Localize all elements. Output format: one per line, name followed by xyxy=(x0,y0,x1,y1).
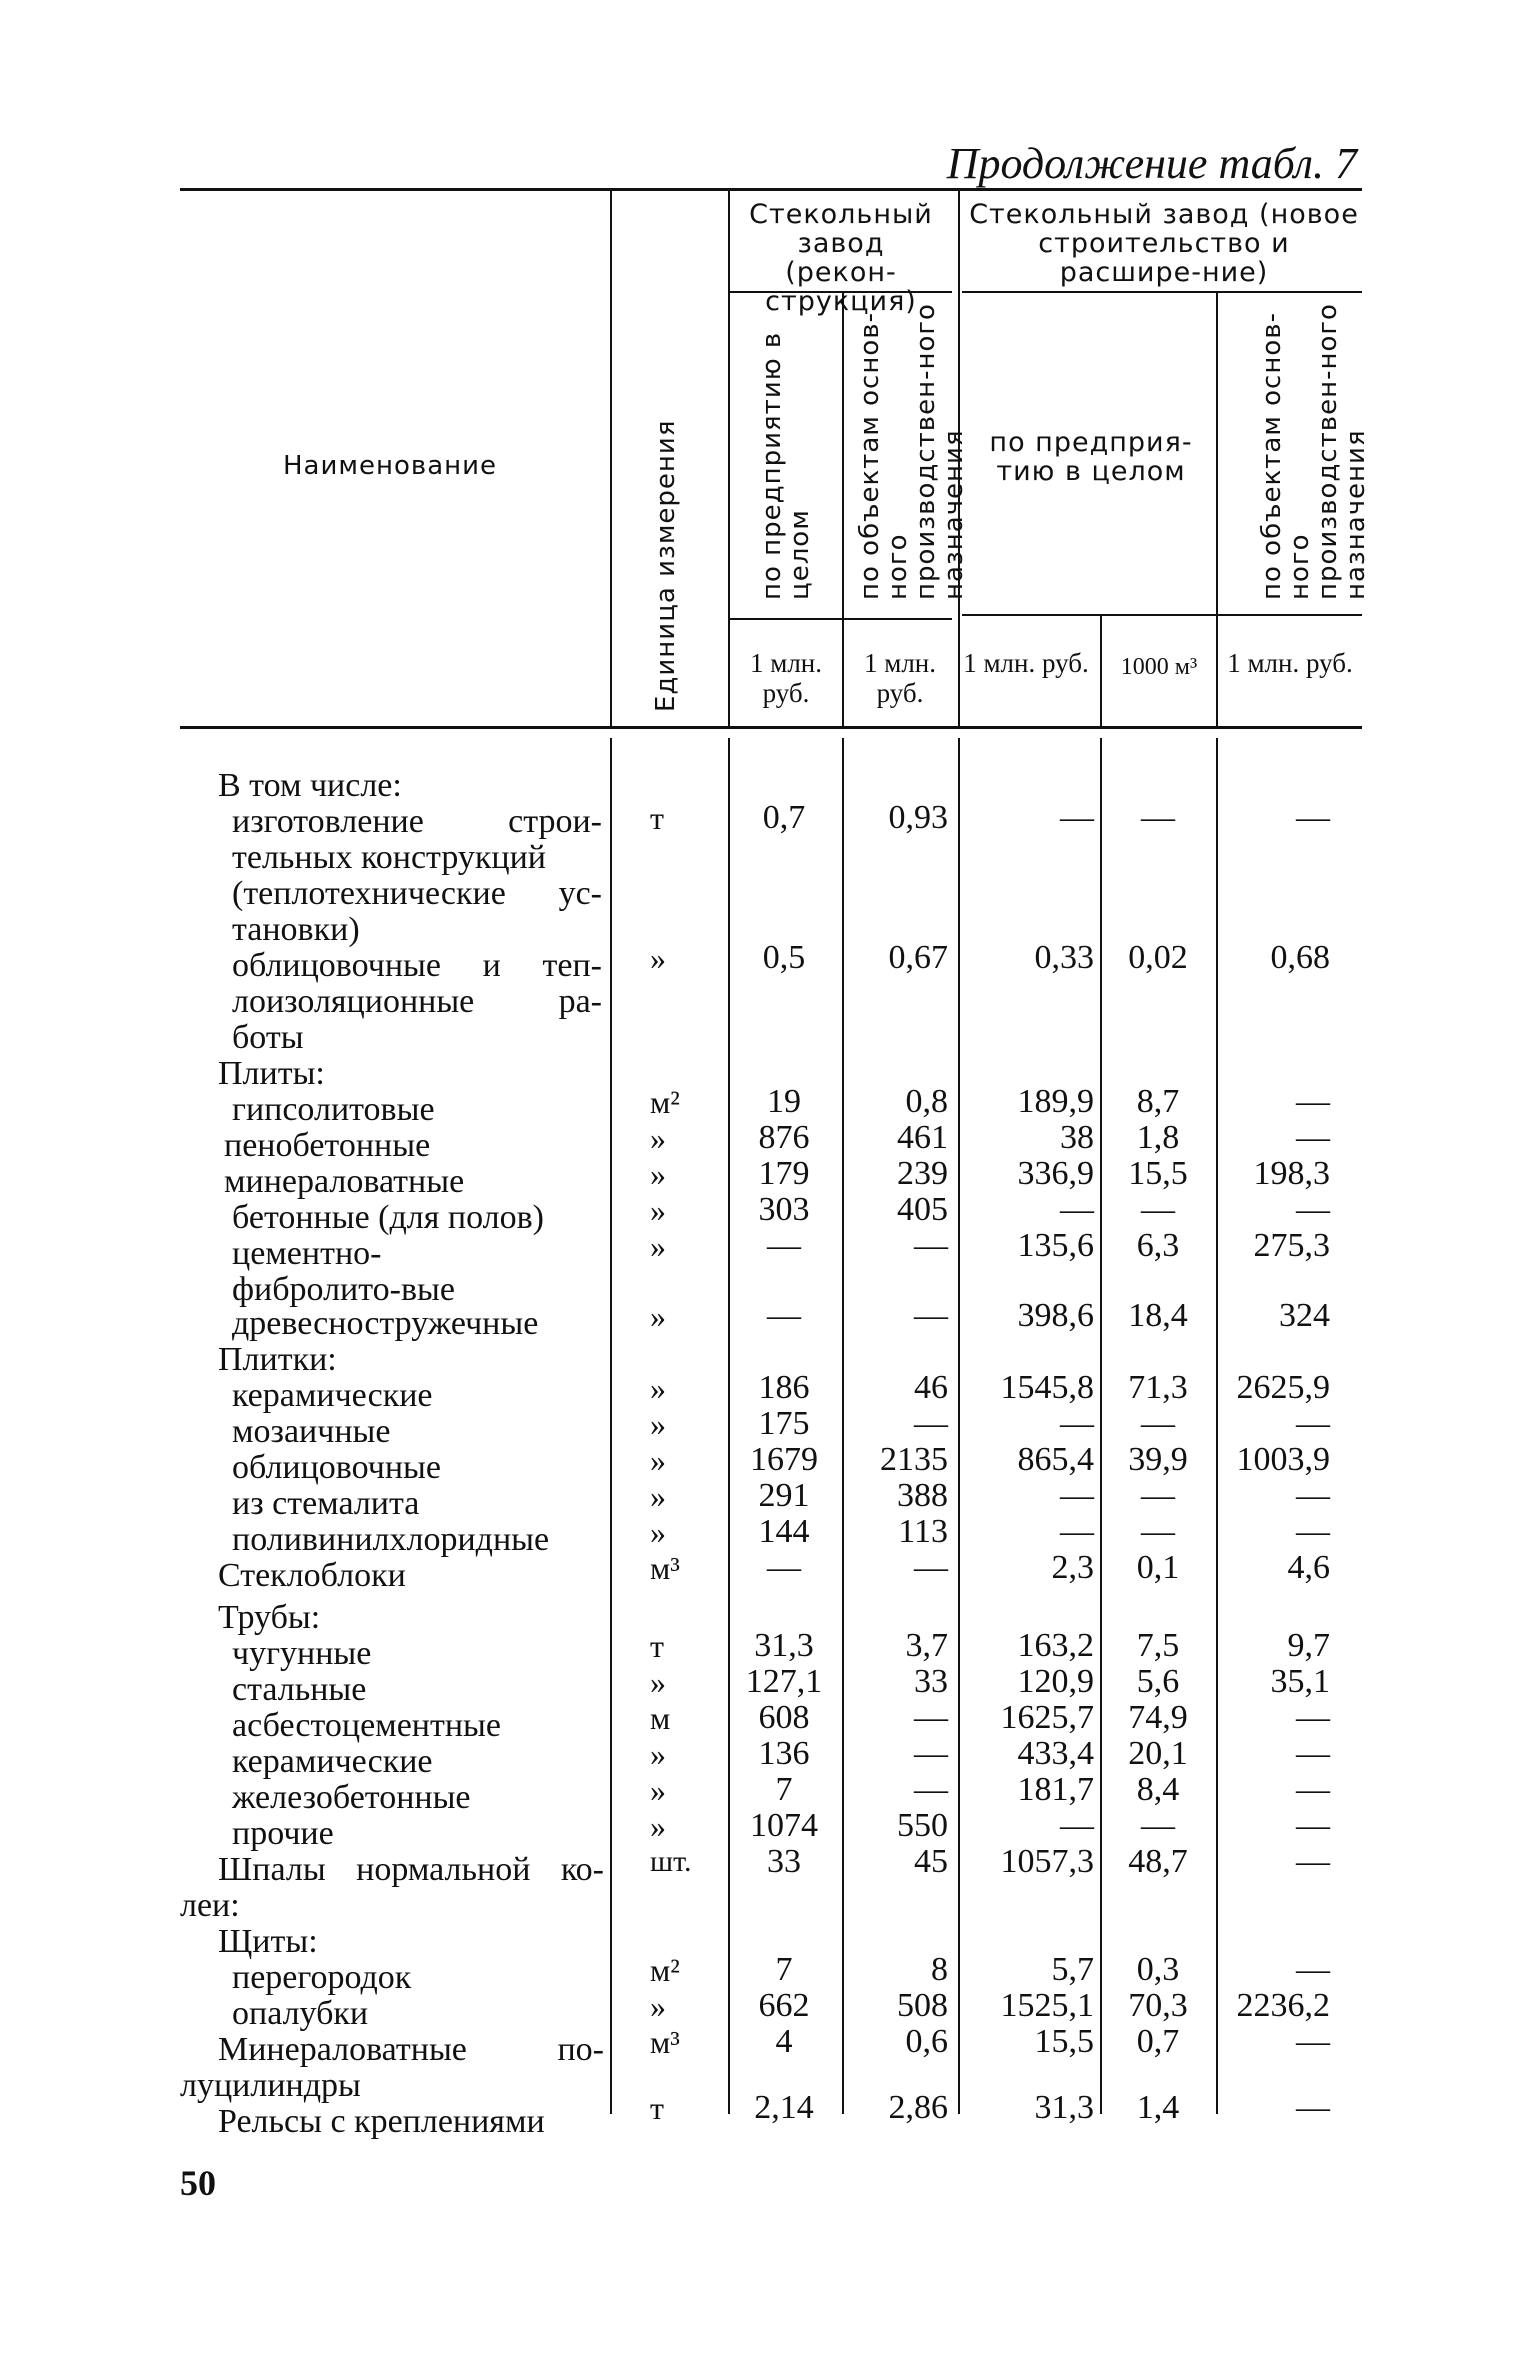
row-value-col5: — xyxy=(1296,1699,1330,1736)
row-unit: м³ xyxy=(650,2024,680,2060)
row-value-col1: 144 xyxy=(758,1513,810,1550)
row-value-col4: 48,7 xyxy=(1128,1843,1188,1880)
row-value-col2: 33 xyxy=(914,1663,948,1700)
header-vline-5 xyxy=(1100,616,1102,726)
row-value-col1: 186 xyxy=(758,1369,810,1406)
row-unit: » xyxy=(650,1808,666,1844)
row-value-col3: 120,9 xyxy=(1017,1663,1094,1700)
row-value-col4: 39,9 xyxy=(1128,1441,1188,1478)
row-name-line: опалубки xyxy=(232,1995,369,2032)
row-value-col3: — xyxy=(1060,799,1094,836)
header-group1: Стекольный завод (рекон-струкция) xyxy=(749,199,933,317)
row-unit: » xyxy=(650,1370,666,1406)
row-value-col5: — xyxy=(1296,2023,1330,2060)
row-value-col2: — xyxy=(914,1405,948,1442)
row-value-col4: — xyxy=(1141,1405,1175,1442)
row-value-col3: — xyxy=(1060,1807,1094,1844)
row-value-col5: 9,7 xyxy=(1287,1627,1330,1664)
row-value-col3: — xyxy=(1060,1191,1094,1228)
row-value-col2: — xyxy=(914,1297,948,1334)
row-value-col1: 876 xyxy=(758,1119,810,1156)
row-unit: шт. xyxy=(650,1845,692,1878)
row-value-col3: — xyxy=(1060,1513,1094,1550)
row-value-col2: — xyxy=(914,1227,948,1264)
header-bottom-rule xyxy=(180,726,1362,729)
row-value-col2: 3,7 xyxy=(905,1627,948,1664)
row-value-col4: 8,7 xyxy=(1136,1083,1180,1120)
row-value-col5: — xyxy=(1296,2089,1330,2126)
header-group2: Стекольный завод (новое строительство и расшире-ние) xyxy=(969,199,1359,288)
row-value-col1: 0,7 xyxy=(762,799,806,836)
row-value-col3: 1625,7 xyxy=(1000,1699,1094,1736)
unit-header-1: 1 млн. руб. xyxy=(749,648,822,708)
row-name-line: фибролито-вые xyxy=(232,1271,455,1308)
row-value-col4: 8,4 xyxy=(1136,1771,1180,1808)
header-g2-col2: по объектам основ-ного производствен-ного назначения xyxy=(1257,303,1371,600)
row-name-line: облицовочные xyxy=(232,1449,441,1486)
row-unit: » xyxy=(650,1298,666,1334)
row-value-col2: 508 xyxy=(897,1987,948,2024)
row-value-col1: 33 xyxy=(767,1843,801,1880)
row-value-col4: 0,3 xyxy=(1136,1951,1180,1988)
row-value-col4: 6,3 xyxy=(1136,1227,1180,1264)
row-value-col1: 179 xyxy=(758,1155,810,1192)
row-value-col3: 336,9 xyxy=(1017,1155,1094,1192)
row-value-col2: — xyxy=(914,1735,948,1772)
header-g2-col1: по предприя-тию в целом xyxy=(989,427,1193,487)
row-value-col1: 2,14 xyxy=(754,2089,814,2126)
row-value-col5: — xyxy=(1296,1477,1330,1514)
row-value-col2: 0,93 xyxy=(888,799,948,836)
row-value-col4: 0,7 xyxy=(1136,2023,1180,2060)
row-name-line: керамические xyxy=(232,1743,433,1780)
row-name-line: цементно- xyxy=(232,1235,382,1272)
header-vline-3 xyxy=(842,292,844,726)
row-value-col5: — xyxy=(1296,1513,1330,1550)
row-value-col4: 70,3 xyxy=(1128,1987,1188,2024)
unit-header-2: 1 млн. руб. xyxy=(863,648,936,708)
row-value-col4: 71,3 xyxy=(1128,1369,1188,1406)
row-value-col5: — xyxy=(1296,1807,1330,1844)
row-value-col2: 113 xyxy=(898,1513,948,1550)
row-value-col4: 18,4 xyxy=(1128,1297,1188,1334)
row-name-line: Трубы: xyxy=(218,1599,321,1636)
body-vline-1 xyxy=(610,738,612,2114)
row-value-col3: 1525,1 xyxy=(1000,1987,1094,2024)
row-name-line: Рельсы с креплениями xyxy=(218,2103,545,2140)
row-unit: » xyxy=(650,940,666,976)
row-value-col1: 303 xyxy=(758,1191,810,1228)
row-value-col4: 0,02 xyxy=(1128,939,1188,976)
row-value-col5: 275,3 xyxy=(1253,1227,1330,1264)
row-value-col5: 4,6 xyxy=(1287,1549,1330,1586)
group2-rule xyxy=(962,291,1362,293)
page-number: 50 xyxy=(180,2163,216,2203)
row-value-col5: — xyxy=(1296,1405,1330,1442)
row-name-line: лоизоляционные ра- xyxy=(232,983,602,1020)
row-value-col2: 239 xyxy=(897,1155,948,1192)
header-vline-1 xyxy=(610,190,612,726)
row-name-line: леи: xyxy=(180,1887,240,1924)
row-name-line: Щиты: xyxy=(218,1923,318,1960)
row-value-col5: — xyxy=(1296,1119,1330,1156)
row-value-col2: 46 xyxy=(914,1369,948,1406)
row-value-col5: — xyxy=(1296,1843,1330,1880)
row-unit: » xyxy=(650,1664,666,1700)
row-value-col5: — xyxy=(1296,1951,1330,1988)
row-unit: т xyxy=(650,2090,664,2126)
row-value-col5: — xyxy=(1296,1735,1330,1772)
row-value-col1: 0,5 xyxy=(762,939,806,976)
row-value-col1: 608 xyxy=(758,1699,810,1736)
row-name-line: изготовление строи- xyxy=(232,803,602,840)
row-name-line: пенобетонные xyxy=(224,1127,431,1164)
row-name-line: Плитки: xyxy=(218,1341,337,1378)
row-unit: » xyxy=(650,1442,666,1478)
row-value-col4: 1,8 xyxy=(1136,1119,1180,1156)
row-value-col2: 405 xyxy=(897,1191,948,1228)
row-value-col4: 74,9 xyxy=(1128,1699,1188,1736)
row-value-col3: 865,4 xyxy=(1017,1441,1094,1478)
unit-header-4: 1000 м³ xyxy=(1120,654,1198,680)
row-name-line: тановки) xyxy=(232,911,360,948)
row-value-col2: — xyxy=(914,1771,948,1808)
row-name-line: (теплотехнические ус- xyxy=(232,875,602,912)
row-name-line: тельных конструкций xyxy=(232,839,546,876)
row-name-line: керамические xyxy=(232,1377,433,1414)
row-value-col5: 2625,9 xyxy=(1236,1369,1330,1406)
table-caption: Продолжение табл. 7 xyxy=(946,139,1357,188)
row-unit: » xyxy=(650,1736,666,1772)
row-value-col4: 5,6 xyxy=(1136,1663,1180,1700)
row-value-col1: 136 xyxy=(758,1735,810,1772)
row-value-col1: 31,3 xyxy=(754,1627,814,1664)
row-unit: » xyxy=(650,1772,666,1808)
row-value-col3: 163,2 xyxy=(1017,1627,1094,1664)
header-g1-col1: по предприятию в целом xyxy=(757,331,815,600)
row-value-col1: 19 xyxy=(767,1083,801,1120)
unit-header-5: 1 млн. руб. xyxy=(1227,648,1353,678)
units-rule-1 xyxy=(730,618,952,620)
row-value-col5: — xyxy=(1296,1191,1330,1228)
row-value-col5: 35,1 xyxy=(1270,1663,1330,1700)
row-value-col4: 0,1 xyxy=(1136,1549,1180,1586)
row-value-col5: 0,68 xyxy=(1270,939,1330,976)
header-unit: Единица измерения xyxy=(651,419,681,712)
row-value-col3: 189,9 xyxy=(1017,1083,1094,1120)
row-value-col2: 2135 xyxy=(880,1441,948,1478)
header-vline-2 xyxy=(728,190,730,726)
row-value-col3: 0,33 xyxy=(1034,939,1094,976)
table-top-rule xyxy=(180,188,1362,191)
row-value-col2: 0,8 xyxy=(905,1083,948,1120)
row-value-col5: — xyxy=(1296,799,1330,836)
row-unit: » xyxy=(650,1988,666,2024)
row-value-col4: 15,5 xyxy=(1128,1155,1188,1192)
unit-header-3: 1 млн. руб. xyxy=(963,648,1089,678)
row-name-line: боты xyxy=(232,1019,304,1056)
row-unit: м² xyxy=(650,1952,680,1988)
row-value-col1: 4 xyxy=(775,2023,793,2060)
row-name-line: стальные xyxy=(232,1671,367,1708)
header-g1-col2: по объектам основ-ного производствен-ного назначения xyxy=(855,303,969,600)
row-value-col3: 2,3 xyxy=(1051,1549,1094,1586)
row-name-line: Шпалы нормальной ко- xyxy=(218,1851,604,1888)
row-unit: » xyxy=(650,1120,666,1156)
row-value-col4: — xyxy=(1141,1477,1175,1514)
row-name-line: бетонные (для полов) xyxy=(232,1199,544,1236)
row-name-line: гипсолитовые xyxy=(232,1091,435,1128)
row-unit: м³ xyxy=(650,1550,680,1586)
row-value-col5: — xyxy=(1296,1083,1330,1120)
row-value-col1: 127,1 xyxy=(745,1663,823,1700)
row-value-col2: 8 xyxy=(931,1951,948,1988)
row-value-col4: 20,1 xyxy=(1128,1735,1188,1772)
row-value-col2: 0,67 xyxy=(888,939,948,976)
row-value-col5: 2236,2 xyxy=(1236,1987,1330,2024)
row-name-line: железобетонные xyxy=(232,1779,471,1816)
row-value-col1: 7 xyxy=(775,1951,793,1988)
row-name-line: Стеклоблоки xyxy=(218,1557,406,1594)
row-name-line: асбестоцементные xyxy=(232,1707,501,1744)
units-rule-2 xyxy=(962,614,1362,616)
header-name: Наименование xyxy=(282,451,498,481)
row-value-col3: 38 xyxy=(1060,1119,1094,1156)
row-value-col5: — xyxy=(1296,1771,1330,1808)
row-value-col3: 1545,8 xyxy=(1000,1369,1094,1406)
row-unit: т xyxy=(650,1628,664,1664)
row-unit: » xyxy=(650,1514,666,1550)
row-unit: » xyxy=(650,1228,666,1264)
row-value-col2: 45 xyxy=(914,1843,948,1880)
row-value-col2: 550 xyxy=(897,1807,948,1844)
row-unit: м xyxy=(650,1700,671,1736)
row-name-line: В том числе: xyxy=(218,767,402,804)
row-name-line: облицовочные и теп- xyxy=(232,947,602,984)
row-value-col1: 291 xyxy=(758,1477,810,1514)
row-value-col1: — xyxy=(767,1549,801,1586)
row-unit: » xyxy=(650,1478,666,1514)
row-value-col3: 433,4 xyxy=(1017,1735,1094,1772)
row-value-col3: 5,7 xyxy=(1051,1951,1094,1988)
row-value-col3: 398,6 xyxy=(1017,1297,1094,1334)
row-unit: » xyxy=(650,1156,666,1192)
row-value-col4: 7,5 xyxy=(1136,1627,1180,1664)
row-name-line: поливинилхлоридные xyxy=(232,1521,550,1558)
row-value-col2: 461 xyxy=(897,1119,948,1156)
row-value-col3: 1057,3 xyxy=(1000,1843,1094,1880)
row-value-col3: 15,5 xyxy=(1034,2023,1094,2060)
row-value-col2: 0,6 xyxy=(905,2023,948,2060)
row-value-col1: 7 xyxy=(775,1771,793,1808)
row-value-col3: — xyxy=(1060,1477,1094,1514)
row-value-col2: — xyxy=(914,1549,948,1586)
row-value-col1: 662 xyxy=(758,1987,810,2024)
row-name-line: из стемалита xyxy=(232,1485,420,1522)
row-name-line: луцилиндры xyxy=(180,2067,361,2104)
row-unit: т xyxy=(650,800,664,836)
row-name-line: чугунные xyxy=(232,1635,372,1672)
row-unit: » xyxy=(650,1406,666,1442)
row-name-line: прочие xyxy=(232,1815,334,1852)
row-name-line: минераловатные xyxy=(224,1163,465,1200)
row-value-col4: — xyxy=(1141,1191,1175,1228)
row-value-col3: 181,7 xyxy=(1017,1771,1094,1808)
row-value-col5: 1003,9 xyxy=(1236,1441,1330,1478)
row-unit: » xyxy=(650,1192,666,1228)
row-value-col4: — xyxy=(1141,1513,1175,1550)
row-value-col3: 135,6 xyxy=(1017,1227,1094,1264)
row-name-line: древесностружечные xyxy=(232,1305,539,1342)
row-value-col4: — xyxy=(1141,1807,1175,1844)
row-value-col5: 324 xyxy=(1279,1297,1330,1334)
row-value-col1: — xyxy=(767,1227,801,1264)
row-name-line: Плиты: xyxy=(218,1055,325,1092)
header-vline-6 xyxy=(1216,292,1218,726)
row-value-col1: 1074 xyxy=(750,1807,818,1844)
row-value-col4: — xyxy=(1141,799,1175,836)
row-value-col3: 31,3 xyxy=(1034,2089,1094,2126)
row-value-col1: 1679 xyxy=(750,1441,818,1478)
row-value-col1: 175 xyxy=(758,1405,810,1442)
row-name-line: мозаичные xyxy=(232,1413,391,1450)
row-unit: м² xyxy=(650,1084,680,1120)
row-value-col1: — xyxy=(767,1297,801,1334)
row-name-line: перегородок xyxy=(232,1959,412,1996)
row-value-col2: — xyxy=(914,1699,948,1736)
row-value-col2: 2,86 xyxy=(888,2089,948,2126)
row-value-col2: 388 xyxy=(897,1477,948,1514)
row-value-col5: 198,3 xyxy=(1253,1155,1330,1192)
row-name-line: Минераловатные по- xyxy=(218,2031,604,2068)
row-value-col3: — xyxy=(1060,1405,1094,1442)
row-value-col4: 1,4 xyxy=(1136,2089,1180,2126)
